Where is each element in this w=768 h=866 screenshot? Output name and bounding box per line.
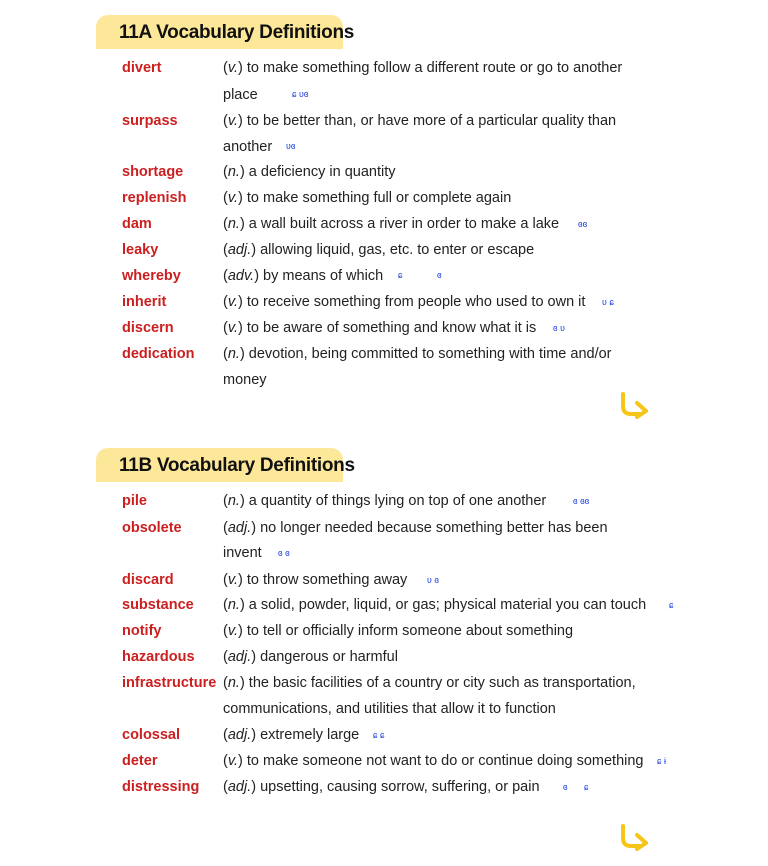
return-arrow-icon[interactable] bbox=[618, 822, 652, 852]
vocab-word[interactable]: replenish bbox=[122, 190, 187, 206]
vocab-definition: (n.) a quantity of things lying on top of one another bbox=[223, 493, 547, 509]
vocab-definition: (n.) the basic facilities of a country or city such as transportation, bbox=[223, 675, 636, 691]
vocab-definition: (adj.) no longer needed because something better has been bbox=[223, 520, 608, 536]
vocab-definition: (v.) to be better than, or have more of a particular quality than bbox=[223, 113, 617, 129]
vocab-definition: (n.) a solid, powder, liquid, or gas; physical material you can touch bbox=[223, 597, 647, 613]
vocab-word[interactable]: distressing bbox=[122, 779, 200, 795]
audio-mark-icon: ɕ ɕ bbox=[373, 730, 385, 740]
vocab-definition-continued: money bbox=[223, 372, 267, 388]
vocab-definition: (adv.) by means of which bbox=[223, 268, 384, 284]
vocab-word[interactable]: dedication bbox=[122, 346, 195, 362]
vocab-word[interactable]: pile bbox=[122, 493, 147, 509]
vocab-word[interactable]: colossal bbox=[122, 727, 181, 743]
vocab-word[interactable]: infrastructure bbox=[122, 675, 217, 691]
vocab-definition: (n.) a wall built across a river in order to make a lake bbox=[223, 216, 560, 232]
vocab-word[interactable]: discard bbox=[122, 572, 174, 588]
audio-mark-icon: ʋɞ bbox=[286, 141, 296, 151]
vocab-word[interactable]: hazardous bbox=[122, 649, 195, 665]
audio-mark-icon: ʋ ɕ bbox=[602, 297, 614, 307]
audio-mark-icon: ɞ ɞɞ bbox=[573, 496, 590, 506]
vocab-word[interactable]: substance bbox=[122, 597, 194, 613]
vocab-definition-continued: invent bbox=[223, 545, 262, 561]
audio-mark-icon: ɕ bbox=[398, 270, 403, 280]
vocab-definition-continued: another bbox=[223, 139, 273, 155]
vocab-definition: (v.) to make someone not want to do or continue doing something bbox=[223, 753, 644, 769]
vocab-word[interactable]: whereby bbox=[122, 268, 181, 284]
vocab-definition-continued: place bbox=[223, 87, 258, 103]
vocab-definition: (adj.) upsetting, causing sorrow, suffering, or pain bbox=[223, 779, 540, 795]
vocab-word[interactable]: obsolete bbox=[122, 520, 182, 536]
vocab-definition: (v.) to make something full or complete again bbox=[223, 190, 512, 206]
section-11a-title: 11A Vocabulary Definitions bbox=[119, 22, 355, 43]
return-arrow-icon[interactable] bbox=[618, 390, 652, 420]
vocab-definition: (n.) a deficiency in quantity bbox=[223, 164, 396, 180]
vocab-word[interactable]: shortage bbox=[122, 164, 184, 180]
vocab-definition: (v.) to make something follow a different route or go to another bbox=[223, 60, 623, 76]
audio-mark-icon: ɕ bbox=[584, 782, 589, 792]
vocab-definition: (v.) to receive something from people who used to own it bbox=[223, 294, 586, 310]
vocab-word[interactable]: divert bbox=[122, 60, 162, 76]
section-11b-title: 11B Vocabulary Definitions bbox=[119, 455, 355, 476]
vocab-definition-continued: communications, and utilities that allow it to function bbox=[223, 701, 556, 717]
audio-mark-icon: ɕ ʋɞ bbox=[292, 89, 309, 99]
audio-mark-icon: ɞ ʋ bbox=[553, 323, 565, 333]
vocab-word[interactable]: leaky bbox=[122, 242, 159, 258]
vocab-definition: (adj.) allowing liquid, gas, etc. to enter or escape bbox=[223, 242, 535, 258]
audio-mark-icon: ɞ bbox=[437, 270, 442, 280]
vocab-word[interactable]: notify bbox=[122, 623, 162, 639]
vocab-definition: (adj.) extremely large bbox=[223, 727, 360, 743]
vocab-definition: (v.) to tell or officially inform someone about something bbox=[223, 623, 574, 639]
vocab-word[interactable]: dam bbox=[122, 216, 152, 232]
audio-mark-icon: ɞ bbox=[563, 782, 568, 792]
vocab-definition: (v.) to throw something away bbox=[223, 572, 408, 588]
vocab-definition: (adj.) dangerous or harmful bbox=[223, 649, 398, 665]
vocab-definition: (n.) devotion, being committed to something with time and/or bbox=[223, 346, 612, 362]
audio-mark-icon: ɕ bbox=[669, 600, 674, 610]
audio-mark-icon: ɞɞ bbox=[578, 219, 588, 229]
vocab-word[interactable]: discern bbox=[122, 320, 174, 336]
vocab-word[interactable]: deter bbox=[122, 753, 158, 769]
vocab-word[interactable]: inherit bbox=[122, 294, 167, 310]
vocab-definition: (v.) to be aware of something and know what it is bbox=[223, 320, 537, 336]
audio-mark-icon: ɞ ɞ bbox=[278, 548, 290, 558]
vocab-word[interactable]: surpass bbox=[122, 113, 178, 129]
audio-mark-icon: ɕ ɨ bbox=[657, 756, 666, 766]
audio-mark-icon: ʋ ɞ bbox=[427, 575, 439, 585]
